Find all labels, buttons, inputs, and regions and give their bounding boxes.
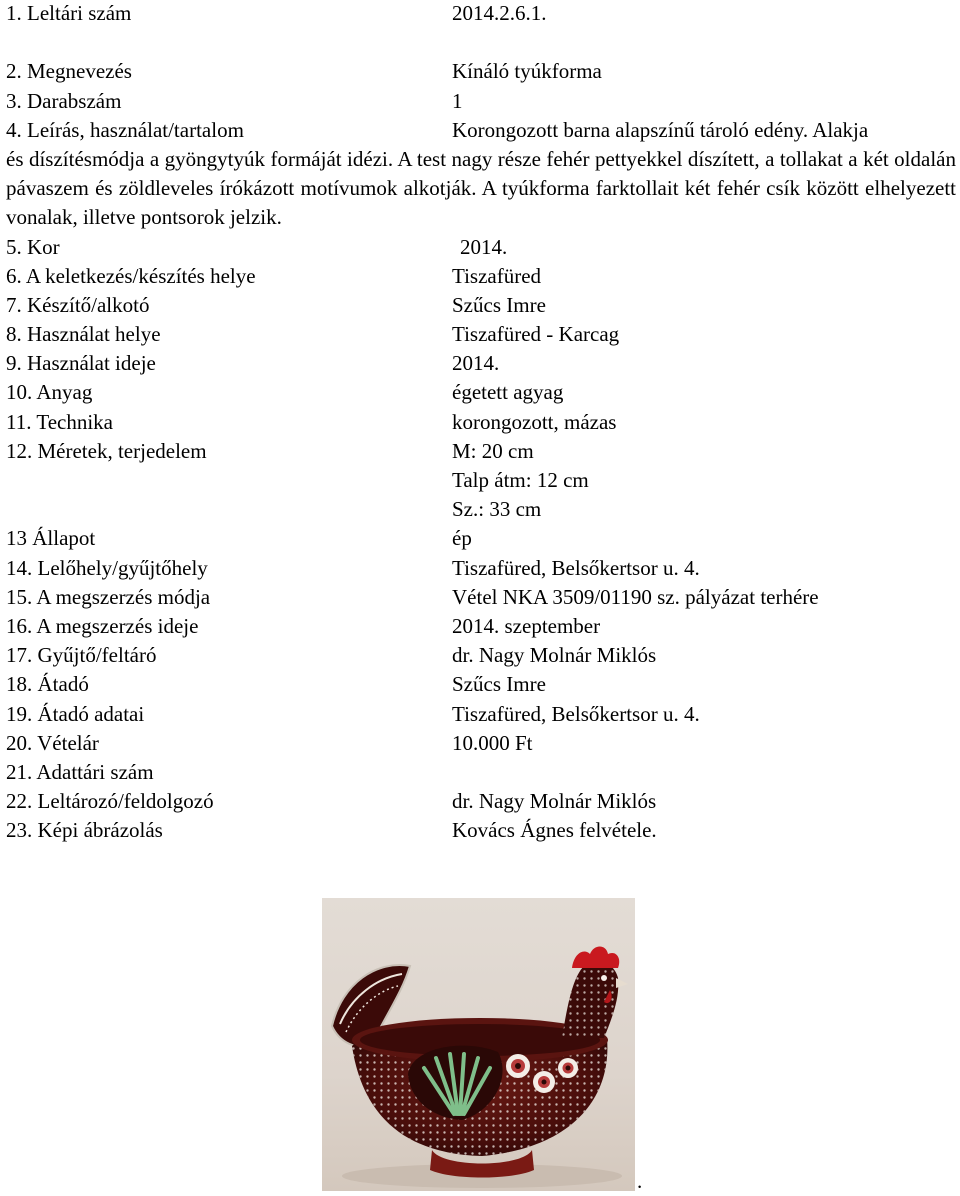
field-value: Kínáló tyúkforma [452, 59, 602, 84]
field-label: 10. Anyag [6, 380, 93, 405]
field-value: égetett agyag [452, 380, 564, 405]
field-row-12-cont [6, 466, 956, 495]
field-value: 1 [452, 88, 463, 113]
field-row-6 [6, 262, 956, 291]
field-value: 2014. [460, 234, 508, 259]
field-label: 14. Lelőhely/gyűjtőhely [6, 555, 208, 580]
field-value: ép [452, 526, 472, 551]
field-row-14 [6, 554, 956, 583]
field-label: 4. Leírás, használat/tartalom [6, 117, 244, 142]
field-value: Tiszafüred, Belsőkertsor u. 4. [452, 555, 700, 580]
field-label: 1. Leltári szám [6, 1, 132, 25]
field-label: 21. Adattári szám [6, 759, 154, 784]
field-row-19 [6, 700, 956, 729]
field-row-3 [6, 87, 956, 116]
trailing-period: . [637, 1169, 643, 1193]
field-row-15 [6, 583, 956, 612]
field-row-21 [6, 758, 956, 787]
field-label: 12. Méretek, terjedelem [6, 438, 207, 463]
field-row-12 [6, 437, 956, 466]
field-label: 20. Vételár [6, 730, 99, 755]
field-row-8 [6, 320, 956, 349]
field-label: 2. Megnevezés [6, 59, 132, 84]
field-row-1 [6, 0, 956, 28]
field-value: Szűcs Imre [452, 672, 546, 697]
field-value: Tiszafüred - Karcag [452, 322, 620, 347]
field-row-12-cont [6, 495, 956, 524]
field-label: 7. Készítő/alkotó [6, 292, 150, 317]
field-label: 15. A megszerzés módja [6, 584, 211, 609]
field-row-16 [6, 612, 956, 641]
field-value: dr. Nagy Molnár Miklós [452, 789, 657, 814]
field-label: 18. Átadó [6, 672, 89, 697]
field-value: Tiszafüred [452, 263, 542, 288]
field-row-7 [6, 291, 956, 320]
field-label: 6. A keletkezés/készítés helye [6, 263, 256, 288]
field-label: 22. Leltározó/feldolgozó [6, 789, 214, 814]
field-label: 19. Átadó adatai [6, 701, 145, 726]
field-value: Kovács Ágnes felvétele. [452, 818, 657, 843]
field-row-11 [6, 408, 956, 437]
field-row-5 [6, 233, 956, 262]
field-value: Szűcs Imre [452, 292, 546, 317]
field-value: 2014. szeptember [452, 613, 601, 638]
field-label: 17. Gyűjtő/feltáró [6, 643, 157, 668]
field-value: Vétel NKA 3509/01190 sz. pályázat terhére [452, 584, 819, 609]
spacer [6, 28, 956, 57]
field-row-22 [6, 787, 956, 816]
field-label: 11. Technika [6, 409, 113, 434]
field-value: Tiszafüred, Belsőkertsor u. 4. [452, 701, 700, 726]
field-label: 8. Használat helye [6, 322, 161, 347]
field-row-4 [6, 116, 956, 145]
field-label: 13 Állapot [6, 526, 96, 551]
field-value: korongozott, mázas [452, 409, 617, 434]
inventory-record [6, 0, 956, 845]
field-row-17 [6, 641, 956, 670]
field-row-18 [6, 670, 956, 699]
field-value: dr. Nagy Molnár Miklós [452, 643, 657, 668]
field-value: 10.000 Ft [452, 730, 533, 755]
field-label: 5. Kor [6, 234, 60, 259]
field-row-10 [6, 378, 956, 407]
field-value: 2014. [452, 351, 500, 376]
field-label: 23. Képi ábrázolás [6, 818, 163, 843]
field-value: Sz.: 33 cm [452, 497, 542, 522]
field-row-9 [6, 349, 956, 378]
field-row-20 [6, 729, 956, 758]
field-value: 2014.2.6.1. [452, 1, 547, 25]
field-value: M: 20 cm [452, 438, 534, 463]
field-label: 9. Használat ideje [6, 351, 156, 376]
field-value: Talp átm: 12 cm [452, 468, 589, 493]
field-row-13 [6, 524, 956, 553]
field-value: Korongozott barna alapszínű tároló edény. Alakja [452, 117, 869, 142]
hen-bowl-illustration [322, 898, 635, 1191]
object-photo [322, 898, 635, 1191]
field-label: 16. A megszerzés ideje [6, 613, 199, 638]
description-paragraph: és díszítésmódja a gyöngytyúk formáját idézi. A test nagy része fehér pettyekkel díszített, a tollakat a két oldalán pávaszem és zöldleveles írókázott motívumok alkotják. A tyúkforma farktollait két fehér csík között elhelyezett vonalak, illetve pontsorok jelzik. [6, 146, 956, 230]
field-row-23 [6, 816, 956, 845]
field-label: 3. Darabszám [6, 88, 122, 113]
field-row-2 [6, 57, 956, 86]
